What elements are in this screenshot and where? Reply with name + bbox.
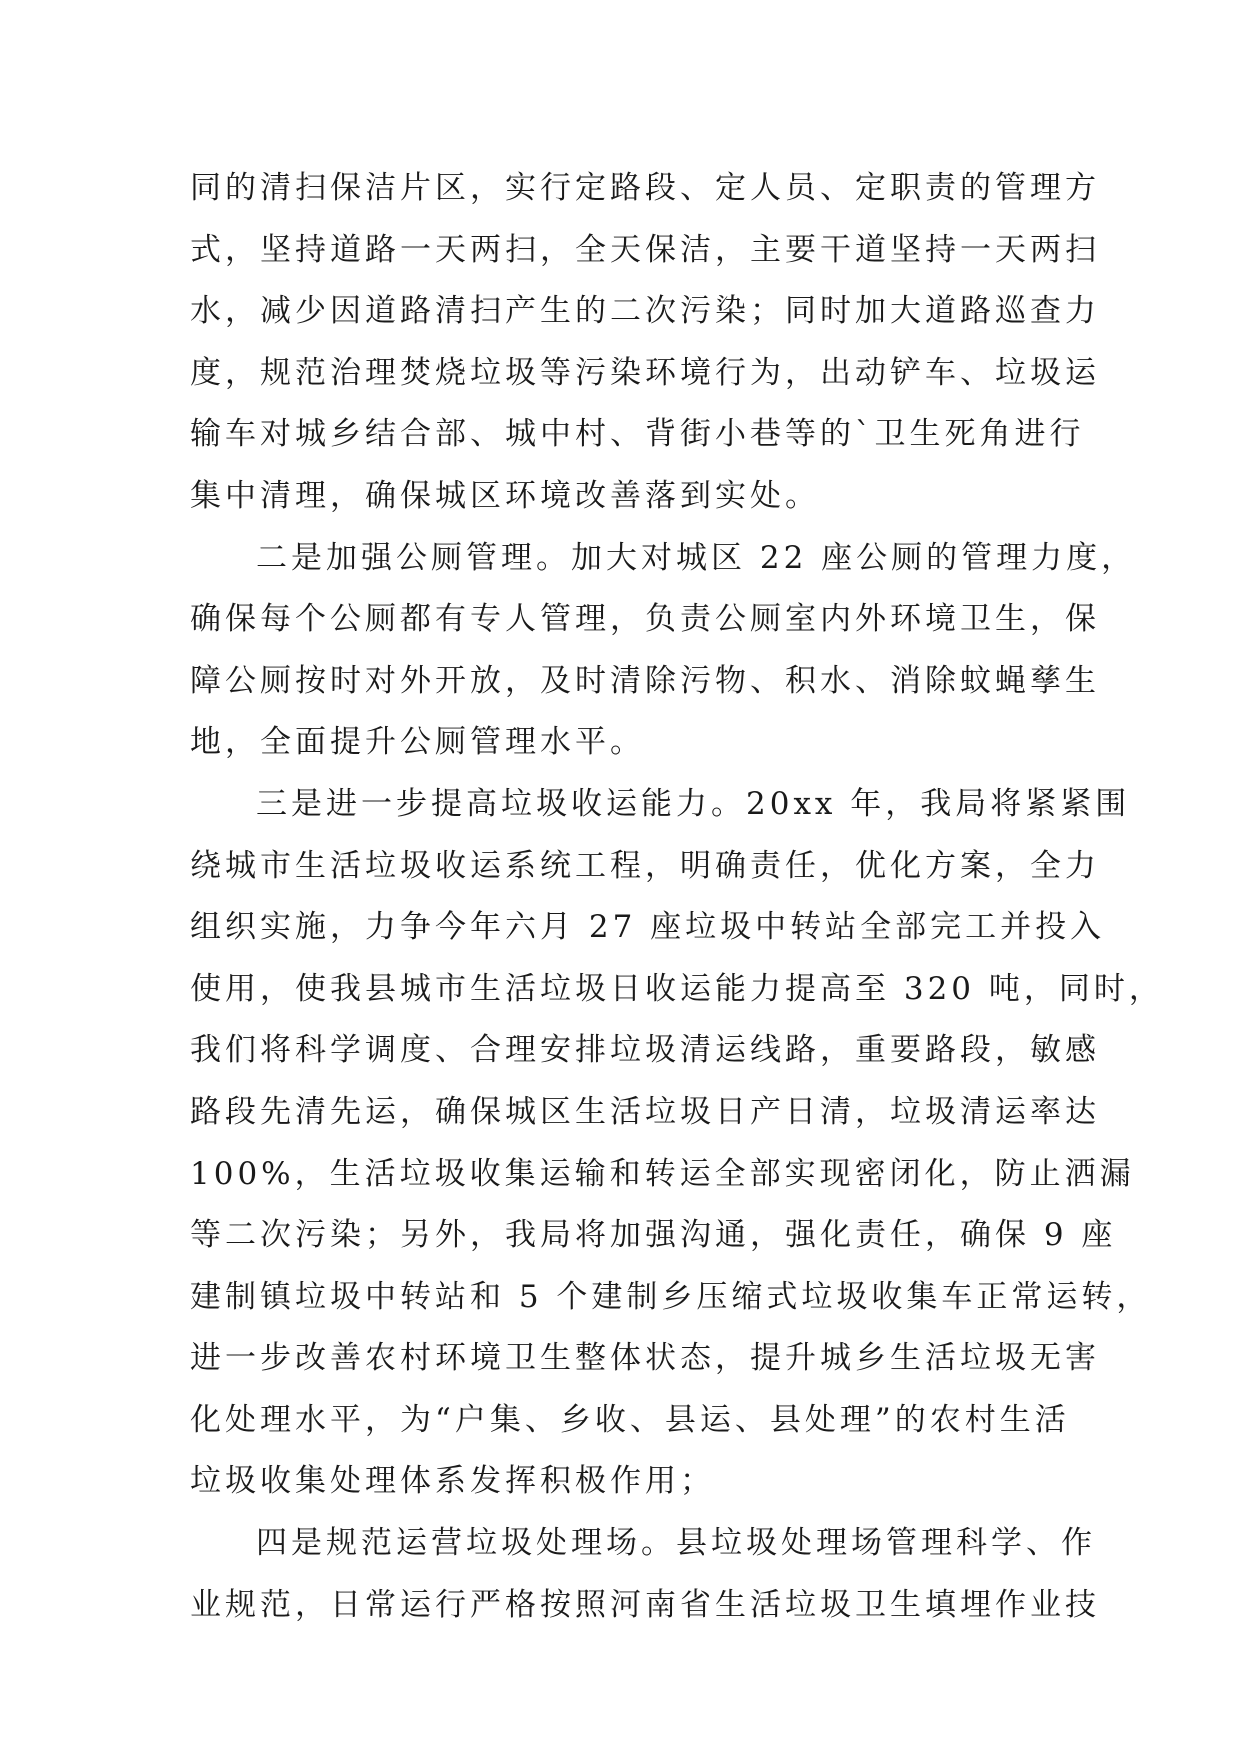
paragraph-first-line: 三是进一步提高垃圾收运能力。20xx 年，我局将紧紧围 xyxy=(256,785,1131,822)
text-line: 业规范，日常运行严格按照河南省生活垃圾卫生填埋作业技 xyxy=(190,1586,1100,1623)
text-line: 同的清扫保洁片区，实行定路段、定人员、定职责的管理方 xyxy=(190,170,1100,206)
paragraph-first-line: 四是规范运营垃圾处理场。县垃圾处理场管理科学、作 xyxy=(256,1525,1096,1562)
text-line: 我们将科学调度、合理安排垃圾清运线路，重要路段，敏感 xyxy=(190,1032,1100,1069)
text-line: 路段先清先运，确保城区生活垃圾日产日清，垃圾清运率达 xyxy=(190,1093,1100,1130)
text-line: 度，规范治理焚烧垃圾等污染环境行为，出动铲车、垃圾运 xyxy=(190,354,1100,391)
text-line: 式，坚持道路一天两扫，全天保洁，主要干道坚持一天两扫 xyxy=(190,231,1100,268)
text-line: 建制镇垃圾中转站和 5 个建制乡压缩式垃圾收集车正常运转， xyxy=(190,1278,1152,1315)
text-line: 组织实施，力争今年六月 27 座垃圾中转站全部完工并投入 xyxy=(190,909,1106,946)
text-line: 进一步改善农村环境卫生整体状态，提升城乡生活垃圾无害 xyxy=(190,1340,1100,1377)
text-line: 等二次污染；另外，我局将加强沟通，强化责任，确保 9 座 xyxy=(190,1217,1117,1254)
paragraph-first-line: 二是加强公厕管理。加大对城区 22 座公厕的管理力度， xyxy=(256,539,1137,576)
text-line: 确保每个公厕都有专人管理，负责公厕室内外环境卫生，保 xyxy=(190,601,1100,638)
text-line: 使用，使我县城市生活垃圾日收运能力提高至 320 吨，同时， xyxy=(190,970,1164,1007)
text-line: 化处理水平，为“户集、乡收、县运、县处理”的农村生活 xyxy=(190,1401,1070,1438)
text-line: 集中清理，确保城区环境改善落到实处。 xyxy=(190,477,820,514)
document-body xyxy=(190,158,1164,1636)
text-line: 垃圾收集处理体系发挥积极作用； xyxy=(190,1463,715,1500)
text-line: 绕城市生活垃圾收运系统工程，明确责任，优化方案，全力 xyxy=(190,847,1100,884)
text-line: 输车对城乡结合部、城中村、背街小巷等的`卫生死角进行 xyxy=(190,416,1085,453)
text-line: 地，全面提升公厕管理水平。 xyxy=(190,724,645,761)
text-line: 100%，生活垃圾收集运输和转运全部实现密闭化，防止洒漏 xyxy=(190,1155,1135,1192)
text-line: 障公厕按时对外开放，及时清除污物、积水、消除蚊蝇孳生 xyxy=(190,662,1100,699)
text-line: 水，减少因道路清扫产生的二次污染；同时加大道路巡查力 xyxy=(190,293,1100,330)
